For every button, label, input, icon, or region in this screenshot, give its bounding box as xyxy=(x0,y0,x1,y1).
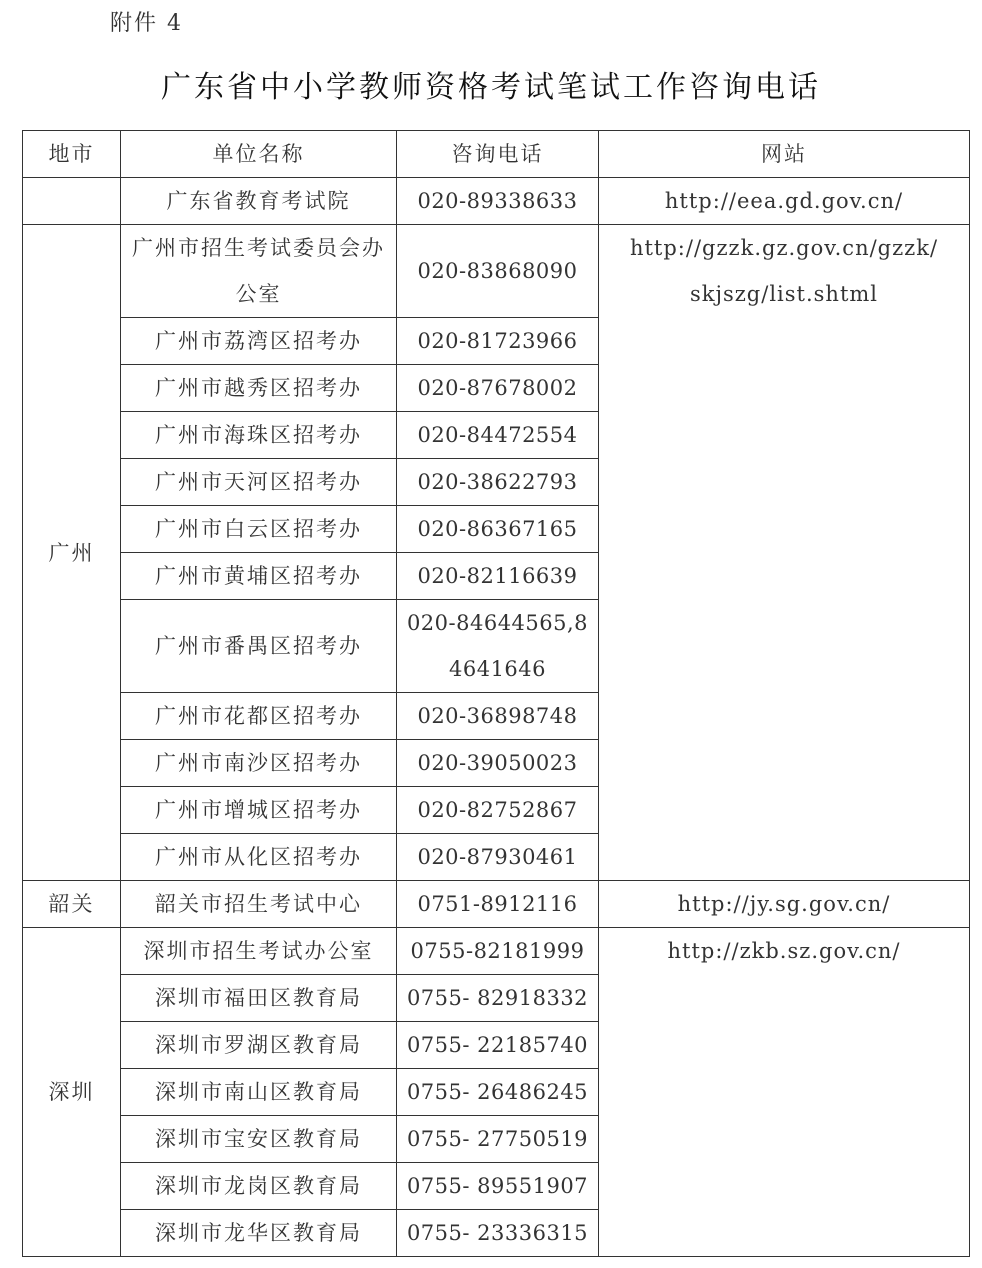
unit-cell: 深圳市罗湖区教育局 xyxy=(121,1022,397,1069)
unit-cell: 广州市从化区招考办 xyxy=(121,834,397,881)
unit-cell: 广州市番禺区招考办 xyxy=(121,600,397,693)
phone-cell: 020-84472554 xyxy=(397,412,599,459)
phone-cell: 020-87678002 xyxy=(397,365,599,412)
header-unit: 单位名称 xyxy=(121,131,397,178)
unit-cell: 广州市天河区招考办 xyxy=(121,459,397,506)
website-link-guangzhou[interactable] xyxy=(599,225,970,881)
unit-cell: 深圳市福田区教育局 xyxy=(121,975,397,1022)
phone-cell: 020-36898748 xyxy=(397,693,599,740)
city-cell-shaoguan: 韶关 xyxy=(23,881,121,928)
unit-cell: 深圳市南山区教育局 xyxy=(121,1069,397,1116)
unit-cell: 广州市越秀区招考办 xyxy=(121,365,397,412)
unit-cell: 广州市荔湾区招考办 xyxy=(121,318,397,365)
table-row xyxy=(23,928,970,975)
unit-cell: 广州市花都区招考办 xyxy=(121,693,397,740)
phone-cell: 0755- 26486245 xyxy=(397,1069,599,1116)
page-title: 广东省中小学教师资格考试笔试工作咨询电话 xyxy=(161,70,821,105)
website-line: http://zkb.sz.gov.cn/ xyxy=(667,939,901,963)
phone-cell: 020-87930461 xyxy=(397,834,599,881)
phone-cell: 020-84644565,84641646 xyxy=(397,600,599,693)
unit-cell: 深圳市招生考试办公室 xyxy=(121,928,397,975)
phone-cell: 0755- 27750519 xyxy=(397,1116,599,1163)
contact-table xyxy=(22,130,970,1257)
table-row xyxy=(23,225,970,318)
unit-cell: 广州市南沙区招考办 xyxy=(121,740,397,787)
header-website: 网站 xyxy=(599,131,970,178)
unit-cell: 深圳市龙华区教育局 xyxy=(121,1210,397,1257)
phone-cell: 020-82116639 xyxy=(397,553,599,600)
unit-cell: 广州市增城区招考办 xyxy=(121,787,397,834)
attachment-label: 附件 4 xyxy=(110,11,183,36)
unit-cell: 深圳市龙岗区教育局 xyxy=(121,1163,397,1210)
unit-cell: 广州市招生考试委员会办公室 xyxy=(121,225,397,318)
phone-cell: 020-83868090 xyxy=(397,225,599,318)
phone-cell: 020-86367165 xyxy=(397,506,599,553)
unit-cell: 广州市黄埔区招考办 xyxy=(121,553,397,600)
city-cell xyxy=(23,178,121,225)
website-link-shenzhen[interactable] xyxy=(599,928,970,1257)
phone-cell: 0755- 82918332 xyxy=(397,975,599,1022)
table-row xyxy=(23,881,970,928)
header-phone: 咨询电话 xyxy=(397,131,599,178)
phone-cell: 0751-8912116 xyxy=(397,881,599,928)
phone-cell: 0755- 22185740 xyxy=(397,1022,599,1069)
unit-cell: 广州市海珠区招考办 xyxy=(121,412,397,459)
unit-cell: 广州市白云区招考办 xyxy=(121,506,397,553)
phone-cell: 020-38622793 xyxy=(397,459,599,506)
phone-cell: 020-39050023 xyxy=(397,740,599,787)
phone-cell: 0755- 23336315 xyxy=(397,1210,599,1257)
website-link[interactable]: http://eea.gd.gov.cn/ xyxy=(599,178,970,225)
table-row xyxy=(23,178,970,225)
website-line: http://gzzk.gz.gov.cn/gzzk/ xyxy=(629,236,939,260)
header-city: 地市 xyxy=(23,131,121,178)
website-link-shaoguan[interactable]: http://jy.sg.gov.cn/ xyxy=(599,881,970,928)
city-cell-guangzhou: 广州 xyxy=(23,225,121,881)
phone-cell: 0755- 89551907 xyxy=(397,1163,599,1210)
website-line: skjszg/list.shtml xyxy=(689,282,879,306)
city-cell-shenzhen: 深圳 xyxy=(23,928,121,1257)
unit-cell: 韶关市招生考试中心 xyxy=(121,881,397,928)
phone-cell: 020-89338633 xyxy=(397,178,599,225)
unit-cell: 广东省教育考试院 xyxy=(121,178,397,225)
phone-cell: 020-81723966 xyxy=(397,318,599,365)
unit-cell: 深圳市宝安区教育局 xyxy=(121,1116,397,1163)
table-header-row xyxy=(23,131,970,178)
phone-cell: 020-82752867 xyxy=(397,787,599,834)
phone-cell: 0755-82181999 xyxy=(397,928,599,975)
